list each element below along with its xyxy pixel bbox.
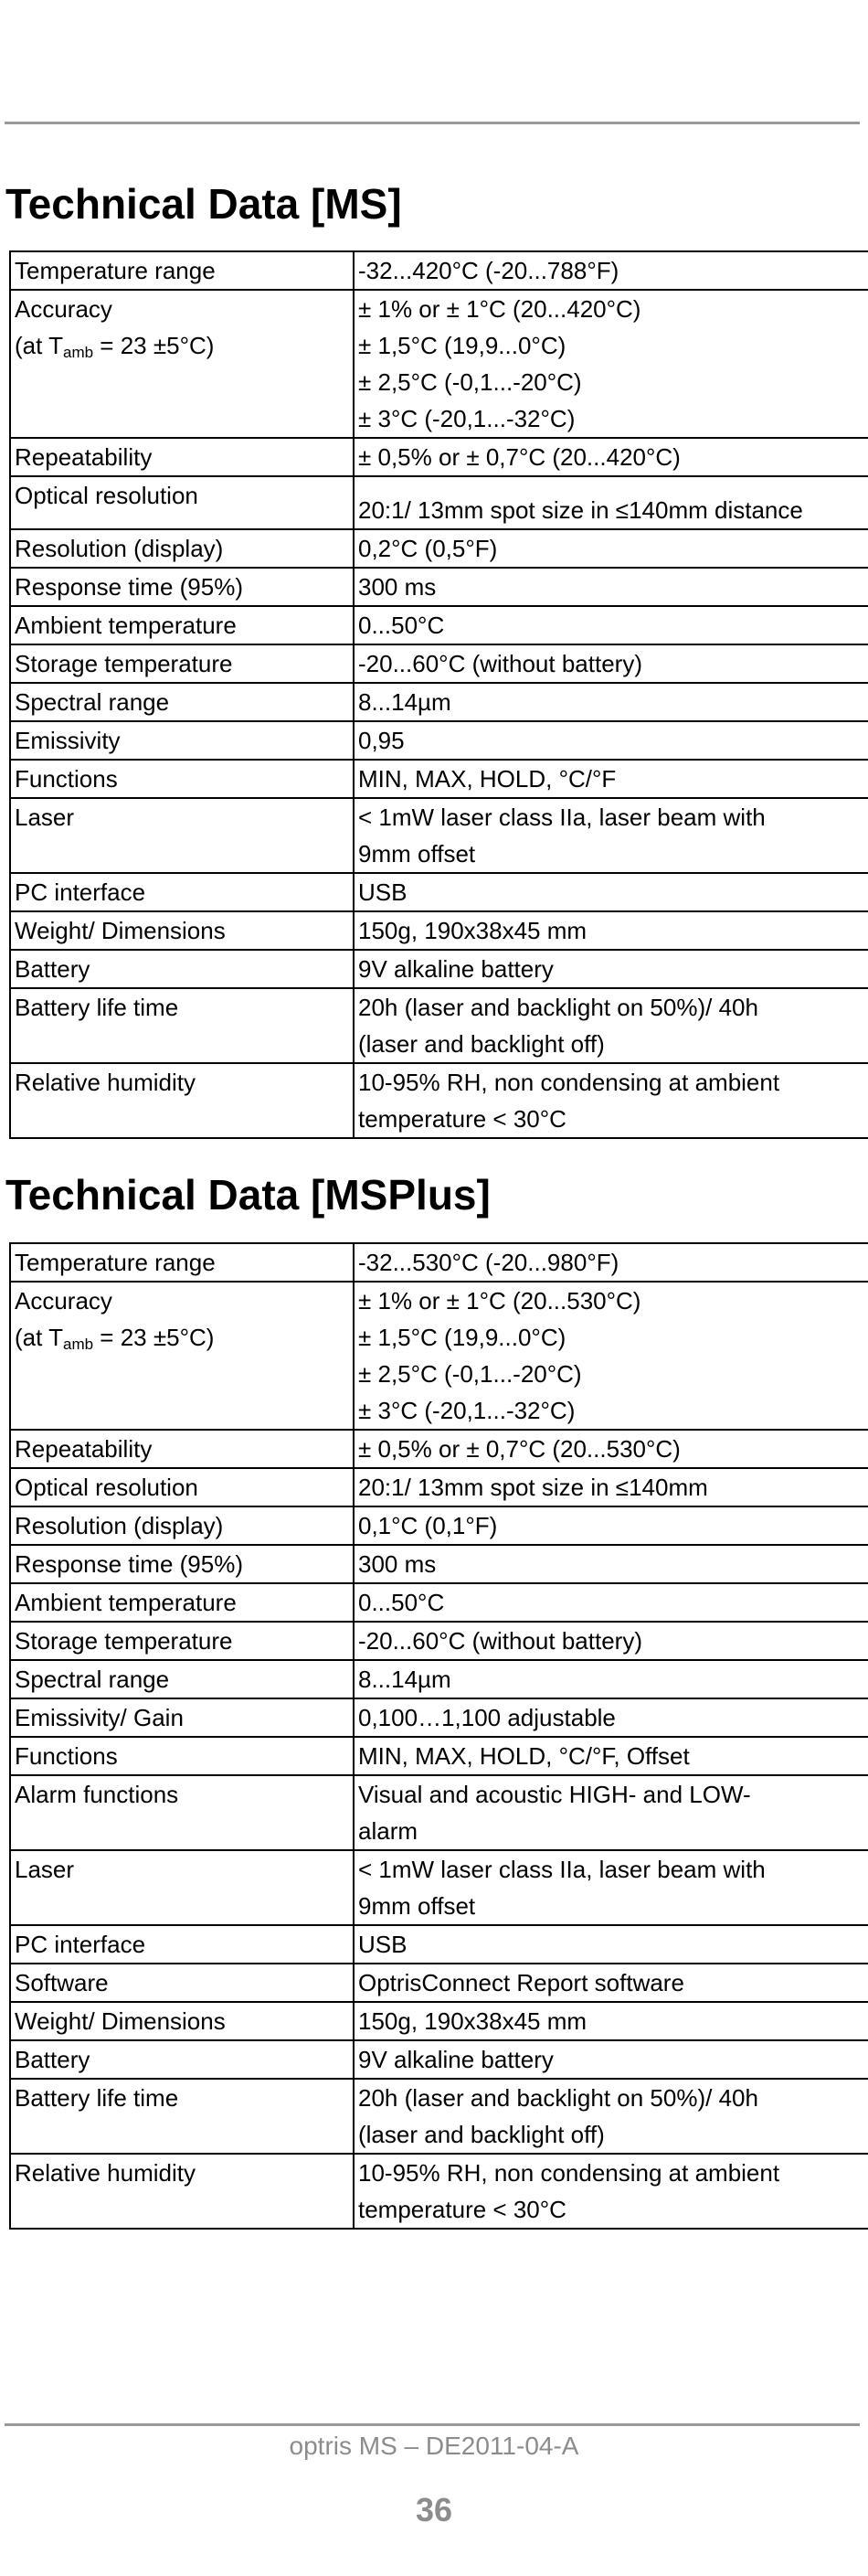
spec-label: Spectral range <box>15 1666 170 1693</box>
spec-value-cell <box>354 760 868 798</box>
spec-value-cell <box>354 683 868 721</box>
spec-label-cell <box>10 988 354 1063</box>
spec-row <box>10 1282 868 1430</box>
spec-label: Software <box>15 1969 109 1996</box>
spec-value-cell <box>354 1622 868 1660</box>
spec-value-line: alarm <box>358 1817 418 1845</box>
spec-label-cell <box>10 606 354 644</box>
spec-value-line: ± 1,5°C (19,9...0°C) <box>358 1324 566 1351</box>
spec-value-line: < 1mW laser class IIa, laser beam with <box>358 1856 766 1883</box>
spec-value-line: ± 2,5°C (-0,1...-20°C) <box>358 1360 582 1388</box>
spec-row <box>10 1850 868 1925</box>
spec-value-line: OptrisConnect Report software <box>358 1969 684 1996</box>
spec-label-cell <box>10 2079 354 2154</box>
spec-label-cell <box>10 568 354 606</box>
spec-label-cell <box>10 1430 354 1468</box>
spec-row <box>10 950 868 988</box>
spec-label: Laser <box>15 1856 75 1883</box>
spec-label-cell <box>10 644 354 683</box>
spec-label: Functions <box>15 1742 118 1770</box>
spec-row <box>10 606 868 644</box>
spec-label-condition: (at $T_{amb} = 23 \pm 5^\circ C$) <box>15 332 215 361</box>
spec-value-line: temperature < 30°C <box>358 1105 566 1133</box>
spec-label-cell <box>10 760 354 798</box>
spec-value-line: -32...530°C (-20...980°F) <box>358 1249 619 1276</box>
spec-value-line: 9V alkaline battery <box>358 955 554 983</box>
spec-label: Optical resolution <box>15 482 198 509</box>
spec-value-line: 0...50°C <box>358 612 445 639</box>
spec-label: Temperature range <box>15 257 216 284</box>
spec-label: Weight/ Dimensions <box>15 917 226 944</box>
spec-value-line: ± 1% or ± 1°C (20...530°C) <box>358 1287 641 1315</box>
spec-label-cell <box>10 1545 354 1583</box>
spec-table-ms <box>9 250 868 1139</box>
spec-value-cell <box>354 721 868 760</box>
spec-label-cell <box>10 1850 354 1925</box>
spec-value-line: 150g, 190x38x45 mm <box>358 2007 587 2035</box>
spec-row <box>10 1660 868 1698</box>
spec-value-line: ± 3°C (-20,1...-32°C) <box>358 1397 576 1424</box>
spec-row <box>10 1545 868 1583</box>
spec-value-line: (laser and backlight off) <box>358 1030 605 1058</box>
spec-value-cell <box>354 988 868 1063</box>
spec-row <box>10 1063 868 1138</box>
spec-value-line: 20:1/ 13mm spot size in ≤140mm distance <box>358 496 803 524</box>
spec-row <box>10 911 868 950</box>
spec-value-line: 8...14µm <box>358 688 451 716</box>
spec-row <box>10 1506 868 1545</box>
spec-label: Resolution (display) <box>15 535 224 562</box>
spec-label-cell <box>10 1698 354 1737</box>
spec-value-line: USB <box>358 878 408 906</box>
spec-label-cell <box>10 1468 354 1506</box>
spec-value-cell <box>354 1737 868 1775</box>
spec-label-cell <box>10 2154 354 2229</box>
spec-label: Ambient temperature <box>15 612 237 639</box>
spec-value-line: -32...420°C (-20...788°F) <box>358 257 619 284</box>
spec-label-cell <box>10 1282 354 1430</box>
spec-label: Storage temperature <box>15 650 233 677</box>
spec-label: Accuracy <box>15 295 112 323</box>
spec-row <box>10 2040 868 2079</box>
spec-row <box>10 476 868 529</box>
spec-value-line: ± 1% or ± 1°C (20...420°C) <box>358 295 641 323</box>
spec-value-cell <box>354 1468 868 1506</box>
section-title-msplus: Technical Data [MSPlus] <box>5 1171 491 1219</box>
spec-label-cell <box>10 721 354 760</box>
spec-value-line: 9V alkaline battery <box>358 2046 554 2073</box>
spec-value-cell <box>354 2079 868 2154</box>
spec-value-line: MIN, MAX, HOLD, °C/°F, Offset <box>358 1742 690 1770</box>
spec-value-line: 20h (laser and backlight on 50%)/ 40h <box>358 2084 758 2112</box>
spec-value-line: 10-95% RH, non condensing at ambient <box>358 2159 780 2187</box>
spec-label: Laser <box>15 804 75 831</box>
spec-label: Response time (95%) <box>15 1550 243 1578</box>
spec-row <box>10 1468 868 1506</box>
spec-value-line: 300 ms <box>358 573 437 601</box>
header-rule <box>5 122 860 124</box>
spec-value-cell <box>354 1430 868 1468</box>
spec-row <box>10 438 868 476</box>
spec-row <box>10 1737 868 1775</box>
spec-label: PC interface <box>15 1931 146 1958</box>
spec-label-cell <box>10 1063 354 1138</box>
spec-row <box>10 1243 868 1282</box>
spec-value-line: 0,2°C (0,5°F) <box>358 535 498 562</box>
spec-row <box>10 1430 868 1468</box>
spec-value-cell <box>354 1063 868 1138</box>
spec-value-line: temperature < 30°C <box>358 2196 566 2223</box>
spec-label-condition: (at $T_{amb} = 23 \pm 5^\circ C$) <box>15 1324 215 1353</box>
spec-label: Response time (95%) <box>15 573 243 601</box>
spec-value-cell <box>354 290 868 438</box>
spec-value-line: < 1mW laser class IIa, laser beam with <box>358 804 766 831</box>
spec-label: Resolution (display) <box>15 1512 224 1539</box>
spec-label-cell <box>10 438 354 476</box>
spec-value-line: 10-95% RH, non condensing at ambient <box>358 1069 780 1096</box>
spec-value-line: 150g, 190x38x45 mm <box>358 917 587 944</box>
spec-label: Battery <box>15 955 90 983</box>
spec-row <box>10 568 868 606</box>
spec-label: Functions <box>15 765 118 793</box>
spec-label-cell <box>10 1925 354 1964</box>
spec-row <box>10 290 868 438</box>
spec-row <box>10 1583 868 1622</box>
spec-value-line: -20...60°C (without battery) <box>358 1627 642 1655</box>
spec-value-line: 8...14µm <box>358 1666 451 1693</box>
spec-value-line: MIN, MAX, HOLD, °C/°F <box>358 765 617 793</box>
spec-label: Battery life time <box>15 994 179 1021</box>
spec-label-cell <box>10 911 354 950</box>
spec-value-cell <box>354 529 868 568</box>
spec-label: Repeatability <box>15 443 153 471</box>
spec-value-line: 9mm offset <box>358 1892 476 1920</box>
spec-label-cell <box>10 1660 354 1698</box>
spec-label: Ambient temperature <box>15 1589 237 1616</box>
spec-value-cell <box>354 1964 868 2002</box>
spec-value-cell <box>354 1506 868 1545</box>
spec-label-cell <box>10 1737 354 1775</box>
spec-table-msplus <box>9 1242 868 2230</box>
spec-label: Storage temperature <box>15 1627 233 1655</box>
spec-value-line: 9mm offset <box>358 840 476 868</box>
spec-label-cell <box>10 2040 354 2079</box>
spec-row <box>10 1964 868 2002</box>
spec-value-line: 20h (laser and backlight on 50%)/ 40h <box>358 994 758 1021</box>
spec-row <box>10 683 868 721</box>
spec-row <box>10 1925 868 1964</box>
spec-label: Weight/ Dimensions <box>15 2007 226 2035</box>
spec-value-cell <box>354 1925 868 1964</box>
spec-value-line: ± 3°C (-20,1...-32°C) <box>358 405 576 432</box>
spec-label: Optical resolution <box>15 1474 198 1501</box>
spec-value-line: (laser and backlight off) <box>358 2121 605 2148</box>
spec-label-cell <box>10 290 354 438</box>
spec-value-cell <box>354 2002 868 2040</box>
spec-value-cell <box>354 1243 868 1282</box>
spec-label-cell <box>10 950 354 988</box>
spec-value-cell <box>354 644 868 683</box>
spec-row <box>10 2079 868 2154</box>
spec-value-line: 20:1/ 13mm spot size in ≤140mm <box>358 1474 708 1501</box>
spec-row <box>10 1698 868 1737</box>
spec-value-cell <box>354 1583 868 1622</box>
spec-value-cell <box>354 251 868 290</box>
spec-label-cell <box>10 1506 354 1545</box>
spec-label: Battery <box>15 2046 90 2073</box>
spec-value-cell <box>354 1698 868 1737</box>
spec-value-cell <box>354 1775 868 1850</box>
spec-row <box>10 2154 868 2229</box>
spec-label-cell <box>10 798 354 873</box>
spec-value-cell <box>354 1660 868 1698</box>
spec-label: PC interface <box>15 878 146 906</box>
spec-value-line: Visual and acoustic HIGH- and LOW- <box>358 1781 751 1808</box>
spec-label-cell <box>10 1583 354 1622</box>
spec-value-cell <box>354 798 868 873</box>
spec-row <box>10 2002 868 2040</box>
spec-label-cell <box>10 873 354 911</box>
spec-value-cell <box>354 476 868 529</box>
spec-label-cell <box>10 2002 354 2040</box>
spec-label: Emissivity <box>15 727 121 754</box>
spec-row <box>10 644 868 683</box>
spec-label-cell <box>10 1622 354 1660</box>
spec-row <box>10 251 868 290</box>
spec-value-line: 0,1°C (0,1°F) <box>358 1512 498 1539</box>
spec-value-cell <box>354 438 868 476</box>
spec-label-cell <box>10 1243 354 1282</box>
spec-value-cell <box>354 568 868 606</box>
spec-value-cell <box>354 911 868 950</box>
spec-label-cell <box>10 251 354 290</box>
spec-label-cell <box>10 529 354 568</box>
spec-value-line: USB <box>358 1931 408 1958</box>
section-title-ms: Technical Data [MS] <box>5 180 402 228</box>
spec-label: Accuracy <box>15 1287 112 1315</box>
spec-value-line: ± 2,5°C (-0,1...-20°C) <box>358 368 582 396</box>
spec-row <box>10 529 868 568</box>
spec-value-cell <box>354 606 868 644</box>
spec-value-line: ± 0,5% or ± 0,7°C (20...530°C) <box>358 1435 681 1463</box>
spec-label: Alarm functions <box>15 1781 179 1808</box>
spec-value-cell <box>354 1545 868 1583</box>
spec-value-line: 0...50°C <box>358 1589 445 1616</box>
spec-value-cell <box>354 873 868 911</box>
page-number: 36 <box>415 2491 453 2528</box>
spec-label: Emissivity/ Gain <box>15 1704 184 1731</box>
spec-row <box>10 1622 868 1660</box>
spec-value-cell <box>354 2154 868 2229</box>
spec-label-cell <box>10 1775 354 1850</box>
spec-row <box>10 873 868 911</box>
footer-document-id: optris MS – DE2011-04-A <box>289 2432 579 2460</box>
spec-row <box>10 1775 868 1850</box>
spec-row <box>10 988 868 1063</box>
spec-label-cell <box>10 1964 354 2002</box>
spec-label: Spectral range <box>15 688 170 716</box>
spec-label: Relative humidity <box>15 2159 196 2187</box>
spec-row <box>10 760 868 798</box>
spec-row <box>10 798 868 873</box>
spec-label: Temperature range <box>15 1249 216 1276</box>
spec-value-cell <box>354 1850 868 1925</box>
spec-value-cell <box>354 1282 868 1430</box>
spec-value-line: ± 1,5°C (19,9...0°C) <box>358 332 566 359</box>
spec-label: Relative humidity <box>15 1069 196 1096</box>
spec-value-cell <box>354 950 868 988</box>
spec-label: Repeatability <box>15 1435 153 1463</box>
spec-row <box>10 721 868 760</box>
spec-value-line: -20...60°C (without battery) <box>358 650 642 677</box>
spec-value-cell <box>354 2040 868 2079</box>
spec-label-cell <box>10 476 354 529</box>
spec-value-line: 300 ms <box>358 1550 437 1578</box>
spec-label-cell <box>10 683 354 721</box>
footer-rule <box>5 2423 860 2426</box>
spec-value-line: ± 0,5% or ± 0,7°C (20...420°C) <box>358 443 681 471</box>
spec-label: Battery life time <box>15 2084 179 2112</box>
spec-value-line: 0,95 <box>358 727 405 754</box>
spec-value-line: 0,100…1,100 adjustable <box>358 1704 616 1731</box>
